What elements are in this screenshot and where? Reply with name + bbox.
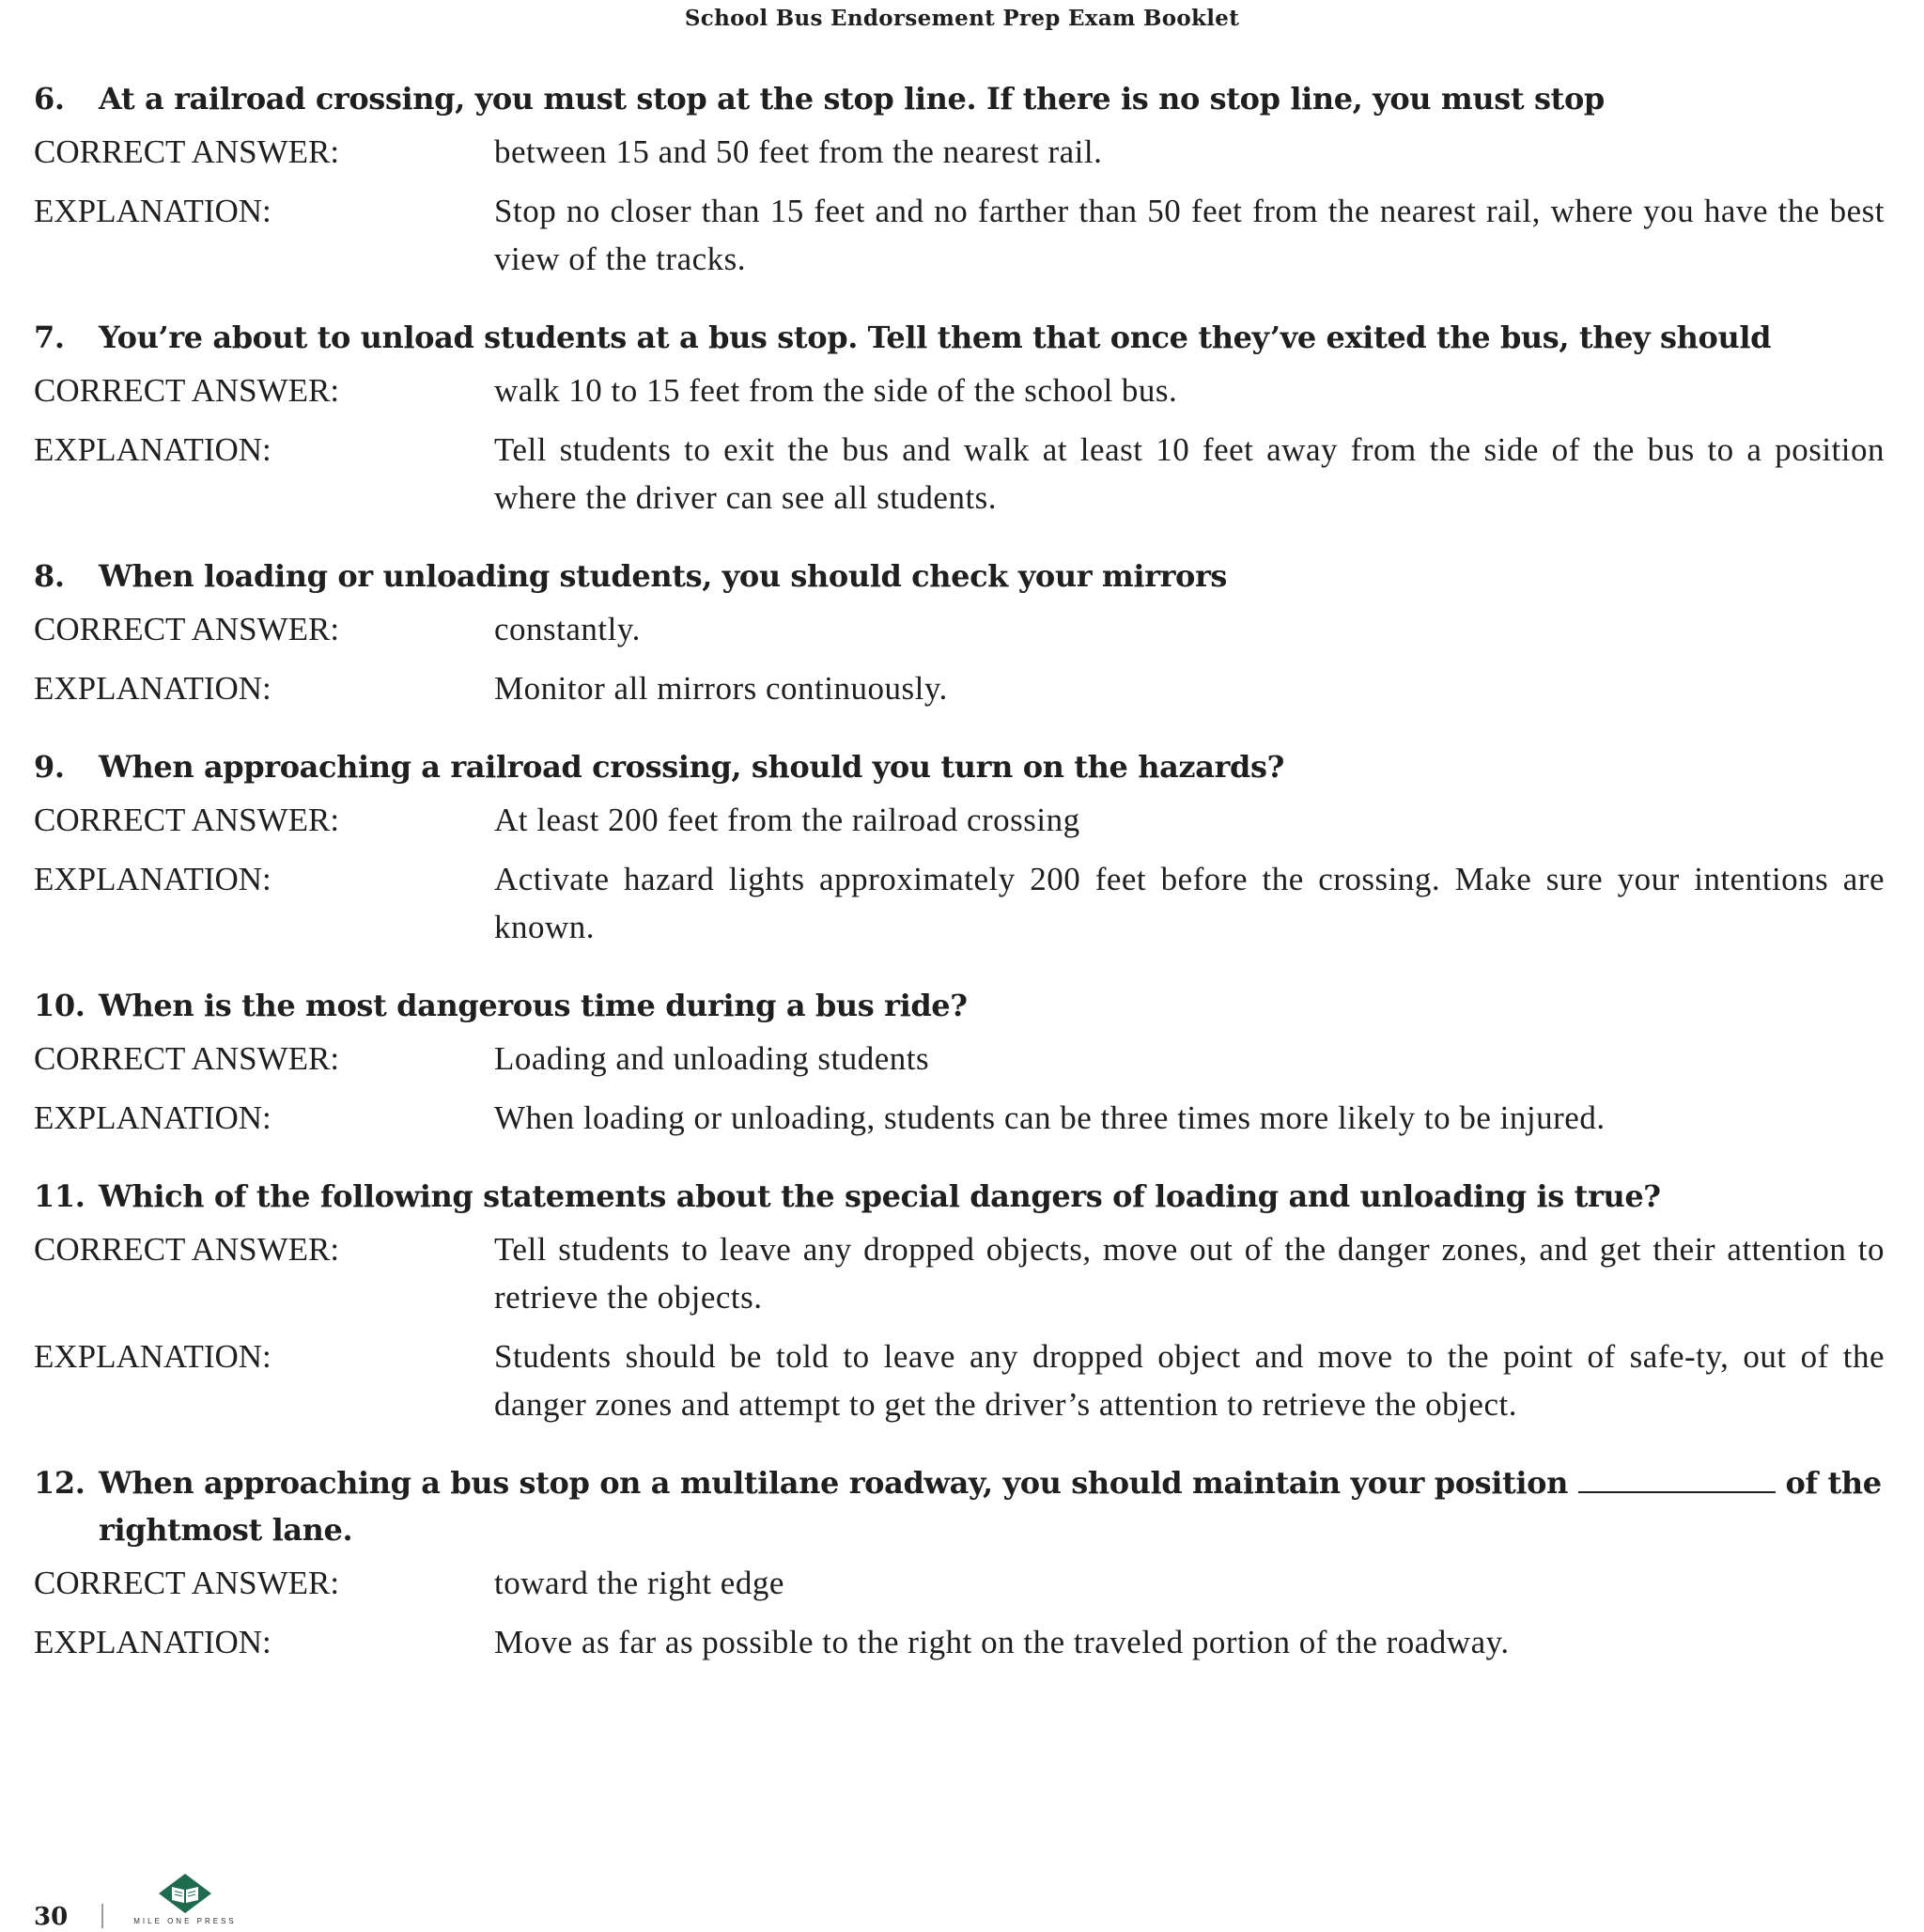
question-prompt: At a railroad crossing, you must stop at the stop line. If there is no stop line, you must stop — [99, 81, 1605, 117]
explanation-text: Monitor all mirrors continuously. — [494, 670, 948, 707]
correct-answer-text: walk 10 to 15 feet from the side of the school bus. — [494, 372, 1178, 409]
explanation-label: EXPLANATION: — [34, 1338, 272, 1375]
question-text — [34, 1459, 1885, 1553]
page-number: 30 — [34, 1903, 69, 1931]
question-prompt: When loading or unloading students, you should check your mirrors — [99, 558, 1228, 594]
explanation-label: EXPLANATION: — [34, 1624, 272, 1660]
answer-row — [34, 1035, 1885, 1083]
explanation-row — [34, 855, 1885, 951]
correct-answer-label: CORRECT ANSWER: — [34, 802, 340, 838]
question-prompt — [99, 1459, 1885, 1553]
answer-row — [34, 1225, 1885, 1321]
answer-row — [34, 128, 1885, 176]
question-prompt-start: When approaching a bus stop on a multilane roadway, you should maintain your position — [99, 1465, 1568, 1501]
correct-answer-label: CORRECT ANSWER: — [34, 1231, 340, 1268]
answer-blank — [1578, 1463, 1776, 1493]
correct-answer-text: At least 200 feet from the railroad crossing — [494, 802, 1080, 838]
question-text — [34, 75, 1885, 122]
explanation-label: EXPLANATION: — [34, 193, 272, 229]
question-text — [34, 743, 1885, 790]
correct-answer-label: CORRECT ANSWER: — [34, 1565, 340, 1601]
footer-divider — [101, 1904, 103, 1928]
question-list — [34, 75, 1885, 1697]
question-block — [34, 553, 1885, 712]
question-number: 10. — [34, 988, 85, 1023]
explanation-row — [34, 426, 1885, 522]
explanation-label: EXPLANATION: — [34, 1099, 272, 1136]
explanation-row — [34, 1332, 1885, 1428]
question-text — [34, 1173, 1885, 1220]
explanation-row — [34, 664, 1885, 712]
question-prompt: You’re about to unload students at a bus stop. Tell them that once they’ve exited the bus, they should — [99, 319, 1772, 355]
question-number: 11. — [34, 1178, 85, 1214]
book-icon — [153, 1872, 217, 1915]
correct-answer-label: CORRECT ANSWER: — [34, 372, 340, 409]
question-block — [34, 743, 1885, 951]
correct-answer-text: Tell students to leave any dropped objects, move out of the danger zones, and get their attention to retrieve the objects. — [494, 1231, 1885, 1316]
logo-diamond — [159, 1874, 211, 1913]
question-number: 12. — [34, 1465, 85, 1501]
question-prompt: When approaching a railroad crossing, should you turn on the hazards? — [99, 749, 1284, 785]
correct-answer-label: CORRECT ANSWER: — [34, 1040, 340, 1077]
explanation-text: Tell students to exit the bus and walk at least 10 feet away from the side of the bus to a position where the driver can see all students. — [494, 431, 1885, 516]
explanation-text: Students should be told to leave any dropped object and move to the point of safe-ty, out of the danger zones and attempt to get the driver’s attention to retrieve the object. — [494, 1338, 1885, 1423]
answer-row — [34, 1559, 1885, 1607]
explanation-label: EXPLANATION: — [34, 431, 272, 468]
question-text — [34, 982, 1885, 1029]
correct-answer-text: between 15 and 50 feet from the nearest rail. — [494, 133, 1103, 170]
question-block — [34, 982, 1885, 1142]
correct-answer-text: Loading and unloading students — [494, 1040, 930, 1077]
correct-answer-text: constantly. — [494, 611, 641, 647]
question-number: 6. — [34, 81, 65, 117]
explanation-row — [34, 1094, 1885, 1142]
explanation-text: When loading or unloading, students can be three times more likely to be injured. — [494, 1099, 1606, 1136]
explanation-text: Move as far as possible to the right on the traveled portion of the roadway. — [494, 1624, 1510, 1660]
question-text — [34, 314, 1885, 361]
explanation-label: EXPLANATION: — [34, 670, 272, 707]
answer-row — [34, 366, 1885, 414]
question-number: 9. — [34, 749, 65, 785]
question-number: 8. — [34, 558, 65, 594]
question-block — [34, 314, 1885, 522]
explanation-text: Activate hazard lights approximately 200 feet before the crossing. Make sure your intentions are known. — [494, 861, 1885, 945]
publisher-name: MILE ONE PRESS — [133, 1917, 237, 1925]
question-prompt: When is the most dangerous time during a bus ride? — [99, 988, 968, 1023]
explanation-row — [34, 1618, 1885, 1666]
question-block — [34, 1459, 1885, 1666]
question-text — [34, 553, 1885, 600]
page-footer — [34, 1898, 237, 1932]
explanation-row — [34, 187, 1885, 283]
answer-row — [34, 796, 1885, 844]
question-prompt-end: of the rightmost lane. — [99, 1465, 1882, 1548]
question-number: 7. — [34, 319, 65, 355]
correct-answer-text: toward the right edge — [494, 1565, 784, 1601]
correct-answer-label: CORRECT ANSWER: — [34, 611, 340, 647]
explanation-label: EXPLANATION: — [34, 861, 272, 897]
correct-answer-label: CORRECT ANSWER: — [34, 133, 340, 170]
question-prompt: Which of the following statements about the special dangers of loading and unloading is true? — [99, 1178, 1661, 1214]
answer-row — [34, 605, 1885, 653]
question-block — [34, 75, 1885, 283]
explanation-text: Stop no closer than 15 feet and no farther than 50 feet from the nearest rail, where you have the best view of the tracks. — [494, 193, 1885, 277]
publisher-logo — [133, 1872, 237, 1925]
running-header: School Bus Endorsement Prep Exam Booklet — [684, 6, 1240, 31]
question-block — [34, 1173, 1885, 1428]
